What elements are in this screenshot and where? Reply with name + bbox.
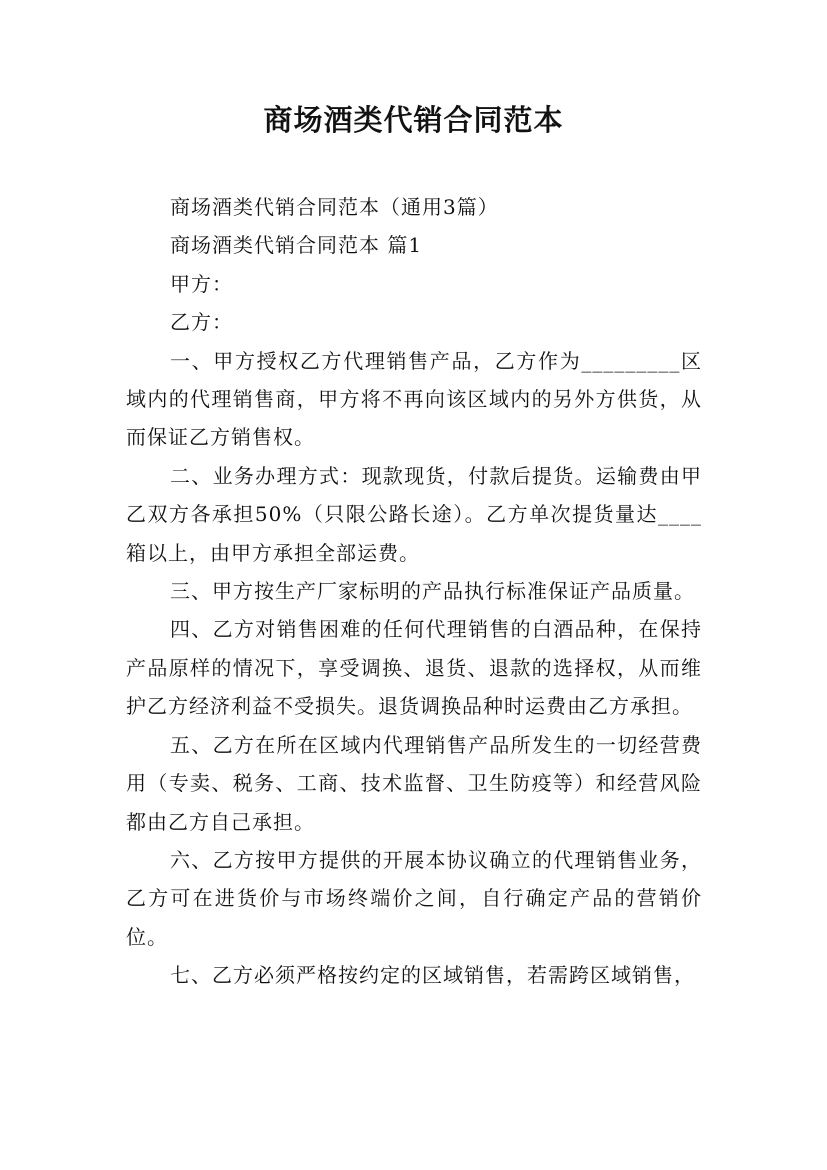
subtitle-paragraph: 商场酒类代销合同范本（通用3篇） — [170, 195, 499, 219]
clause-5: 五、乙方在所在区域内代理销售产品所发生的一切经营费用（专卖、税务、工商、技术监督、卫生防疫等）和经营风险都由乙方自己承担。 — [126, 732, 702, 834]
clause-4: 四、乙方对销售困难的任何代理销售的白酒品种，在保持产品原样的情况下，享受调换、退货、退款的选择权，从而维护乙方经济利益不受损失。退货调换品种时运费由乙方承担。 — [126, 617, 702, 719]
clause-2: 二、业务办理方式：现款现货，付款后提货。运输费由甲乙双方各承担50%（只限公路长途）。乙方单次提货量达____箱以上，由甲方承担全部运费。 — [126, 463, 702, 565]
clause-7: 七、乙方必须严格按约定的区域销售，若需跨区域销售， — [170, 963, 695, 988]
clause-1: 一、甲方授权乙方代理销售产品，乙方作为_________区域内的代理销售商，甲方将不再向该区域内的另外方供货，从而保证乙方销售权。 — [126, 348, 702, 450]
party-b-label: 乙方： — [170, 310, 233, 335]
section-heading: 商场酒类代销合同范本 篇1 — [170, 233, 423, 258]
document-title: 商场酒类代销合同范本 — [263, 103, 564, 137]
clause-6: 六、乙方按甲方提供的开展本协议确立的代理销售业务，乙方可在进货价与市场终端价之间，自行确定产品的营销价位。 — [126, 847, 702, 949]
party-a-label: 甲方： — [170, 271, 233, 296]
document-body — [126, 188, 702, 995]
clause-3: 三、甲方按生产厂家标明的产品执行标准保证产品质量。 — [170, 579, 695, 604]
